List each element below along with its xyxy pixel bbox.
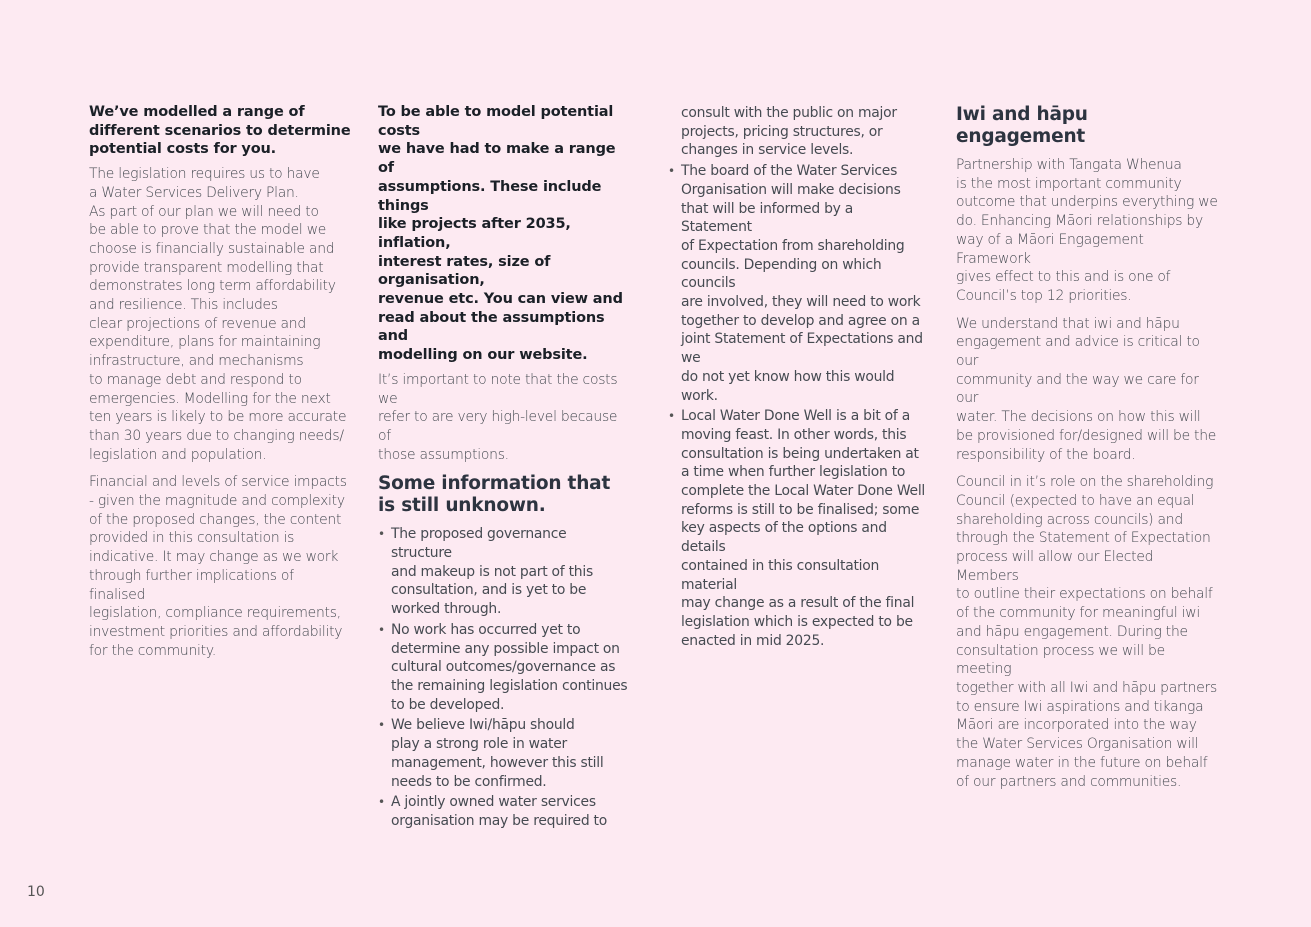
col4-paragraph-1: Partnership with Tangata Whenua is the most important community outcome that underpins everything we do. Enhancing Māori relationships by way of a Māori Engagement Framework gives effect to this and is one of Council’s top 12 priorities. — [956, 157, 1218, 304]
list-item — [378, 525, 630, 619]
list-item — [378, 716, 630, 791]
col2-paragraph-1: It’s important to note that the costs we refer to are very high-level because of those assumptions. — [378, 371, 618, 463]
iwi-engagement-heading: Iwi and hāpu engagement — [956, 104, 1088, 147]
bullet-icon: • — [378, 622, 385, 637]
col4-paragraph-3: Council in it’s role on the shareholding Council (expected to have an equal shareholding across councils) and through the Statement of Expectation process will allow our Elected Members to outline their expectations on behalf of the community for meaningful iwi and hāpu engagement. During the consultation process we will be meeting together with all Iwi and hāpu partners to ensure Iwi aspirations and tikanga Māori are incorporated into the way the Water Services Organisation will manage water in the future on behalf of our partners and communities. — [956, 474, 1217, 790]
list-item-text: We believe Iwi/hāpu should play a strong role in water management, however this still needs to be confirmed. — [391, 717, 604, 790]
bullet-icon: • — [668, 409, 675, 424]
page-number: 10 — [27, 884, 45, 900]
list-item-text: A jointly owned water services organisation may be required to — [391, 794, 607, 829]
bullet-icon: • — [378, 718, 385, 733]
bullet-icon: • — [668, 164, 675, 179]
bullet-icon: • — [378, 527, 385, 542]
bullet-continuation: consult with the public on major projects, pricing structures, or changes in service levels. — [681, 105, 897, 159]
unknown-info-list-continued — [668, 162, 926, 650]
list-item-text: The proposed governance structure and makeup is not part of this consultation, and is yet to be worked through. — [391, 526, 593, 618]
list-item — [378, 621, 630, 715]
col1-paragraph-2: Financial and levels of service impacts - given the magnitude and complexity of the proposed changes, the content provided in this consultation is indicative. It may change as we work through further implications of finalised legislation, compliance requirements, investment priorities and affordability for the community. — [89, 474, 347, 659]
col1-paragraph-1: The legislation requires us to have a Water Services Delivery Plan. As part of our plan we will need to be able to prove that the model we choose is financially sustainable and provide transparent modelling that demonstrates long term affordability and resilience. This includes clear projections of revenue and expenditure, plans for maintaining infrastructure, and mechanisms to manage debt and respond to emergencies. Modelling for the next ten years is likely to be more accurate than 30 years due to changing needs/ legislation and population. — [89, 166, 347, 463]
list-item — [668, 162, 926, 405]
list-item-text: No work has occurred yet to determine any possible impact on cultural outcomes/governance as the remaining legislation continues to be developed. — [391, 621, 628, 713]
list-item-text: Local Water Done Well is a bit of a moving feast. In other words, this consultation is being undertaken at a time when further legislation to complete the Local Water Done Well reforms is still to be finalised; some key aspects of the options and details contained in this consultation material may change as a result of the final legislation which is expected to be enacted in mid 2025. — [681, 408, 926, 649]
column-1 — [89, 103, 351, 669]
column-3 — [668, 104, 926, 652]
column-4 — [956, 102, 1218, 800]
unknown-info-list — [378, 525, 630, 830]
list-item — [668, 407, 926, 650]
list-item — [378, 793, 630, 830]
list-item-text: The board of the Water Services Organisation will make decisions that will be informed by a Statement of Expectation from shareholding councils. Depending on which councils are involved, they will need to work together to develop and agree on a joint Statement of Expectations and we do not yet know how this would work. — [681, 163, 923, 404]
col2-lead: To be able to model potential costs we have had to make a range of assumptions. These include things like projects after 2035, inflation, interest rates, size of organisation, revenue etc. You can view and read about the assumptions and modelling on our website. — [378, 104, 623, 364]
column-2 — [378, 103, 630, 833]
col4-paragraph-2: We understand that iwi and hāpu engagement and advice is critical to our community and the way we care for our water. The decisions on how this will be provisioned for/designed will be the responsibility of the board. — [956, 315, 1217, 463]
bullet-icon: • — [378, 795, 385, 810]
col1-lead: We’ve modelled a range of different scenarios to determine potential costs for you. — [89, 104, 351, 158]
unknown-info-heading: Some information that is still unknown. — [378, 473, 611, 517]
